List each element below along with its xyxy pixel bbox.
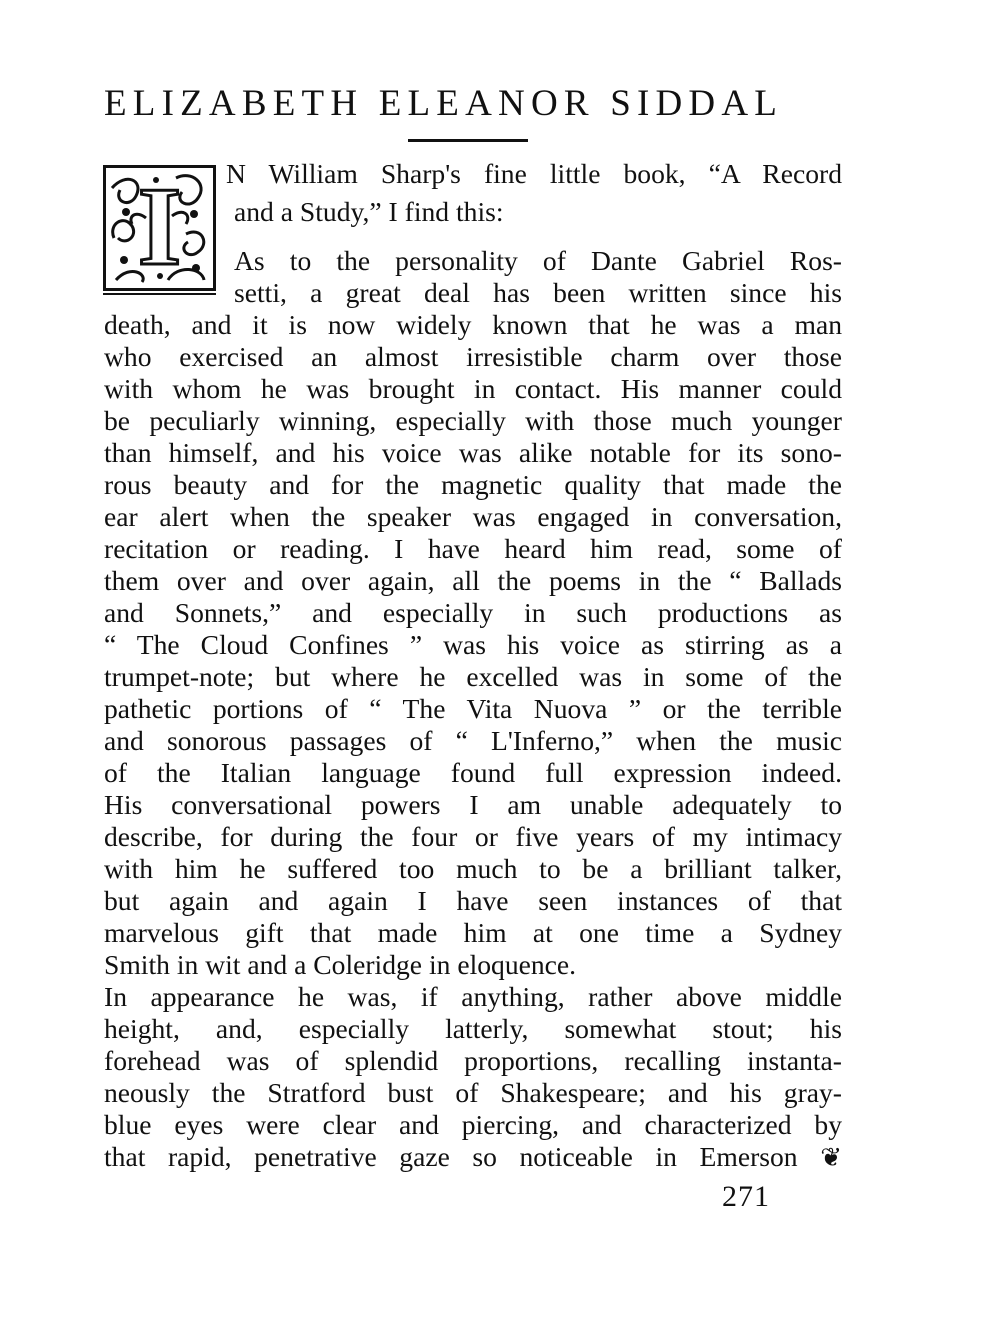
text-line: describe, for during the four or five years of my intimacy bbox=[104, 821, 842, 852]
text-line: be peculiarly winning, especially with those much younger bbox=[104, 405, 842, 436]
text-line: recitation or reading. I have heard him read, some of bbox=[104, 533, 842, 564]
page-number: 271 bbox=[722, 1180, 770, 1213]
running-title: ELIZABETH ELEANOR SIDDAL bbox=[104, 83, 784, 124]
text-line: In appearance he was, if anything, rather above middle bbox=[104, 981, 842, 1012]
text-line: who exercised an almost irresistible charm over those bbox=[104, 341, 842, 372]
drop-cap-letter: I bbox=[137, 165, 182, 289]
drop-cap bbox=[103, 165, 216, 297]
text-line: As to the personality of Dante Gabriel Ros- bbox=[234, 245, 842, 276]
text-line: death, and it is now widely known that he was a man bbox=[104, 309, 842, 340]
text-line: with him he suffered too much to be a brilliant talker, bbox=[104, 853, 842, 884]
text-line-with-fleuron bbox=[104, 1141, 842, 1173]
text-line-content: that rapid, penetrative gaze so noticeable in Emerson bbox=[104, 1141, 798, 1172]
drop-cap-underline bbox=[103, 293, 216, 295]
text-line: with whom he was brought in contact. His manner could bbox=[104, 373, 842, 404]
text-line: but again and again I have seen instances of that bbox=[104, 885, 842, 916]
text-line: ear alert when the speaker was engaged in conversation, bbox=[104, 501, 842, 532]
text-line: trumpet-note; but where he excelled was in some of the bbox=[104, 661, 842, 692]
title-rule bbox=[408, 139, 528, 142]
text-line: rous beauty and for the magnetic quality that made the bbox=[104, 469, 842, 500]
text-line: blue eyes were clear and piercing, and characterized by bbox=[104, 1109, 842, 1140]
text-line: and sonorous passages of “ L'Inferno,” when the music bbox=[104, 725, 842, 756]
fleuron-icon: ❦ bbox=[820, 1143, 842, 1172]
text-line: than himself, and his voice was alike notable for its sono- bbox=[104, 437, 842, 468]
text-line: Smith in wit and a Coleridge in eloquence. bbox=[104, 949, 577, 980]
text-line: of the Italian language found full expression indeed. bbox=[104, 757, 842, 788]
text-line: “ The Cloud Confines ” was his voice as stirring as a bbox=[104, 629, 842, 660]
text-line: pathetic portions of “ The Vita Nuova ” or the terrible bbox=[104, 693, 842, 724]
text-line: setti, a great deal has been written since his bbox=[234, 277, 842, 308]
text-line: neously the Stratford bust of Shakespeare; and his gray- bbox=[104, 1077, 842, 1108]
text-line: and Sonnets,” and especially in such productions as bbox=[104, 597, 842, 628]
text-line: height, and, especially latterly, somewhat stout; his bbox=[104, 1013, 842, 1044]
text-line: marvelous gift that made him at one time a Sydney bbox=[104, 917, 842, 948]
text-line: and a Study,” I find this: bbox=[234, 196, 504, 227]
text-line: N William Sharp's fine little book, “A Record bbox=[226, 158, 842, 189]
text-line: His conversational powers I am unable adequately to bbox=[104, 789, 842, 820]
text-line: them over and over again, all the poems in the “ Ballads bbox=[104, 565, 842, 596]
text-line: forehead was of splendid proportions, recalling instanta- bbox=[104, 1045, 842, 1076]
